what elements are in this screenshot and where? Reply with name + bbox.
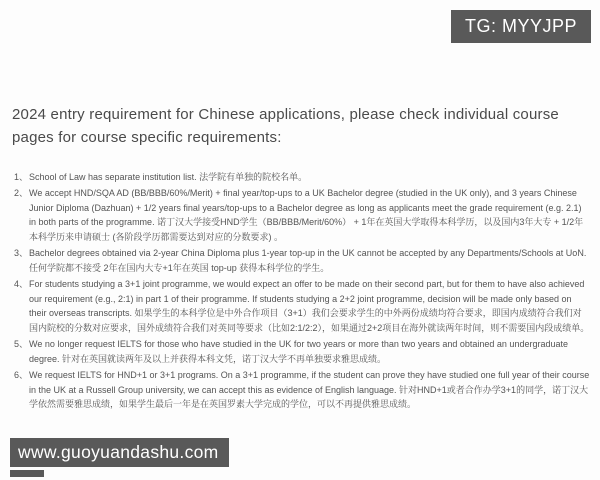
item-text: We request IELTS for HND+1 or 3+1 programs. On a 3+1 programme, if the student can prove they have studied one full year of their course in the UK at a Russell Group university, we can accept this as evidence of English language. 针对HND+1或者合作办学3+1的同学，诺丁汉大学依然需要雅思成绩，如果学生最后一年是在英国罗素大学完成的学位，可以不再提供雅思成绩。 [29, 370, 590, 409]
item-text: We no longer request IELTS for those who have studied in the UK for two years or more than two years and obtained an undergraduate degree. 针对在英国就读两年及以上并获得本科文凭，诺丁汉大学不再单独要求雅思成绩。 [29, 339, 568, 364]
tg-watermark-badge: TG: MYYJPP [451, 10, 591, 43]
item-number: 4、 [14, 279, 29, 289]
list-item [12, 337, 590, 366]
item-number: 2、 [14, 188, 29, 198]
watermark-fragment [10, 470, 44, 477]
list-item [12, 246, 590, 275]
document-body [12, 103, 590, 414]
item-text: Bachelor degrees obtained via 2-year China Diploma plus 1-year top-up in the UK cannot be accepted by any Departments/Schools at UoN. 任何学院都不接受 2年在国内大专+1年在英国 top-up 获得本科学位的学生。 [29, 248, 587, 273]
list-item [12, 368, 590, 412]
list-item [12, 277, 590, 335]
item-number: 6、 [14, 370, 29, 380]
item-number: 3、 [14, 248, 29, 258]
item-text: School of Law has separate institution list. 法学院有单独的院校名单。 [29, 171, 308, 182]
item-text: For students studying a 3+1 joint programme, we would expect an offer to be made on their second part, but for them to have also achieved our requirement (e.g., 2:1) in part 1 of their programme. If students studying a 2+2 joint programme, decision will be made only based on their overseas transcripts. 如果学生的本科学位是中外合作项目（3+1）我们会要求学生的中外两份成绩均符合要求，即国内成绩符合我们对国内院校的分数对应要求，国外成绩符合我们对英同等要求（比如2:1/2:2），如果通过2+2项目在海外就读两年时间，则不需要国内段成绩单。 [29, 279, 590, 333]
item-number: 5、 [14, 339, 29, 349]
list-item [12, 170, 590, 185]
page-title: 2024 entry requirement for Chinese applications, please check individual course pages for course specific requirements: [12, 106, 559, 147]
watermark-url: www.guoyuandashu.com [10, 438, 229, 467]
list-item [12, 186, 590, 244]
requirements-list [12, 170, 590, 412]
item-text: We accept HND/SQA AD (BB/BBB/60%/Merit) + final year/top-ups to a UK Bachelor degree (studied in the UK only), and 3 years Chinese Junior Diploma (Dazhuan) + 1/2 years final years/top-ups to a Bachelor degree as long as applicants meet the grade requirement (e.g. 2.1) in both parts of the programme. 诺丁汉大学接受HND学生（BB/BBB/Merit/60%） + 1年在英国大学取得本科学历，以及国内3年大专 + 1/2年本科学历来申请硕士 (各阶段学历都需要达到对应的分数要求) 。 [29, 188, 584, 242]
item-number: 1、 [14, 171, 29, 182]
